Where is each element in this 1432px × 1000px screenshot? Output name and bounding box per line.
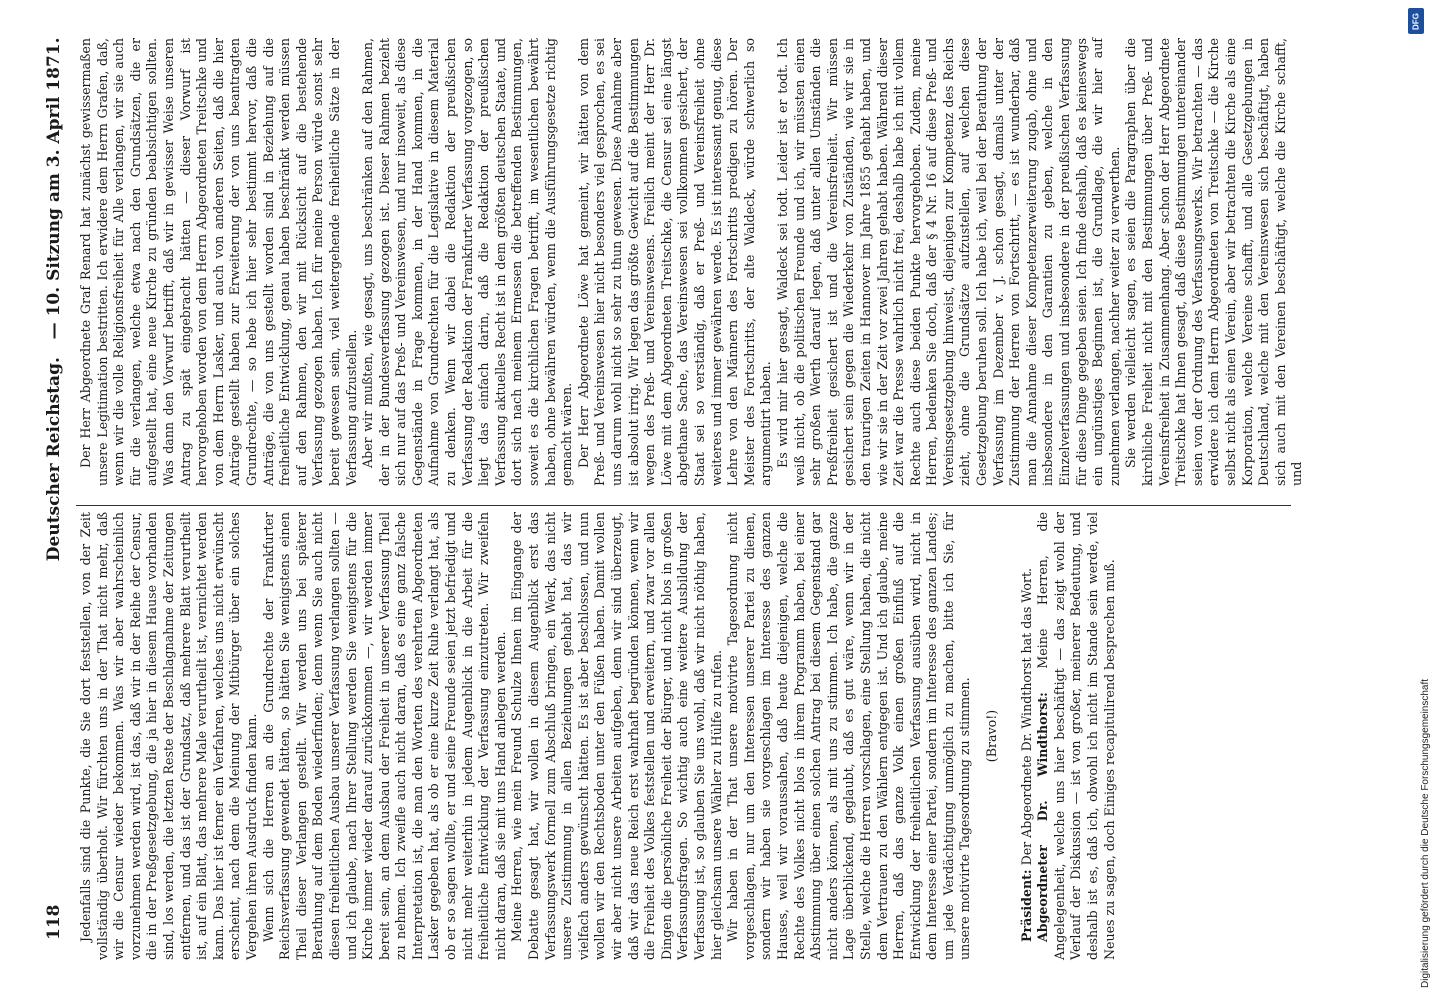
speaker-label: Abgeordneter Dr. Windthorst:: [1035, 692, 1051, 942]
publication-title: Deutscher Reichstag.: [44, 357, 64, 562]
paragraph: Jedenfalls sind die Punkte, die Sie dort feststellen, von der Zeit vollständig überholt. Wir fürchten uns in der That nicht mehr, daß wir die Censur wieder bekommen. Was wir aber wahrscheinlich vorzunehmen werden wird, ist das, daß wir in der Reihe der Censur, die in der Preßgesetzgebung, die ja hier in diesem Hause vorhanden sind, los werden, die letzten Reste der Beschlagnahme der Zeitungen entfernen, und das ist der Grundsatz, daß mehrere Blatt verurtheilt ist, auf ein Blatt, das mehrere Male verurtheilt ist, vernichtet werden kann. Das hier ist ferner ein Verfahren, welches uns nicht erwünscht erscheint, nach dem die Meinung der Mitbürger über ein solches Vergehen ihren Ausdruck finden kann.: [78, 512, 259, 960]
paragraph: Der Herr Abgeordnete Graf Renard hat zunächst gewissermaßen unsere Legitimation bestritten. Ich erwidere dem Herrn Grafen, daß, wenn wir die volle Religionsfreiheit für Alle verlangen, wir sie auch für die verlangen, welche etwa nach den Grundsätzen, die er aufgestellt hat, eine neue Kirche zu gründen beabsichtigen sollten. Was dann den Vorwurf betrifft, daß wir in gewisser Weise unseren Antrag zu spät eingebracht hätten — dieser Vorwurf ist hervorgehoben worden von dem Herrn Abgeordneten Treitschke und von dem Herrn Lasker, und auch von anderen Seiten, daß die hier Anträge gestellt haben zur Erweiterung der von uns beantragten Grundrechte, — so hebe ich hier sehr bestimmt hervor, daß die Anträge, die von uns gestellt worden sind in Beziehung auf die freiheitliche Entwicklung, genau haben beschränkt werden müssen auf den Rahmen, den wir mit Rücksicht auf die bestehende Verfassung gezogen haben. Ich für meine Person würde sonst sehr bereit gewesen sein, viel weitergehende freiheitliche Sätze in der Verfassung aufzustellen.: [78, 38, 359, 486]
applause-note: (Bravo!): [984, 709, 1000, 763]
president-text: Der Abgeordnete Dr. Windthorst hat das Wort.: [1018, 567, 1034, 866]
right-column: [78, 38, 1306, 486]
digitization-credit: Digitalisierung gefördert durch die Deutsche Forschungsgemeinschaft: [1420, 678, 1431, 988]
paragraph: Es wird mir hier gesagt, Waldeck sei todt. Leider ist er todt. Ich weiß nicht, ob die politischen Freunde und ich, wir müssten einen sehr großen Werth darauf legen, daß unter allen Umständen die Preßfreiheit gesichert ist und die Vereinsfreiheit. Wir müssen gesichert sein gegen die Wiederkehr von Zuständen, wie wir sie in den traurigen Zeiten in Hannover im Jahre 1855 gehabt haben, und wie wir sie in der Zeit vor zwei Jahren gehabt haben. Während dieser Zeit war die Presse wahrlich nicht frei, deshalb habe ich mit vollem Rechte auch diese beiden Punkte hervorgehoben. Zudem, meine Herren, bedenken Sie doch, daß der § 4 Nr. 16 auf diese Preß- und Vereinsgesetzgebung hinweist, diejenigen zur Kompetenz des Reichs zieht, ohne die Grundsätze aufzustellen, auf welchen diese Gesetzgebung beruhen soll. Ich habe ich, weil bei der Berathung der Verfassung im Dezember v. J. schon gesagt, damals unter der Zustimmung der Herren von Fortschritt, — es ist wunderbar, daß man die Annahme dieser Kompetenzerweiterung zugab, ohne und insbesondere in den Garantien zu geben, welche in den Einzelverfassungen und insbesondere in der preußischen Verfassung für diese Dinge gegeben seien. Ich finde deshalb, daß es keineswegs ein ungünstiges Beginnen ist, die Grundlage, die wir hier auf zunehmen verlangen, nachher weiter zu verwerthen.: [774, 38, 1122, 486]
paragraph: Wenn sich die Herren an die Grundrechte der Frankfurter Reichsverfassung gewendet hätten, so hätten Sie wenigstens einen Theil dieser Verlangen gestellt. Wir werden uns bei späterer Berathung auf dem Boden wiederfinden; denn wenn Sie auch nicht diesen freiheitlichen Ausbau unserer Verfassung verlangen sollten — und ich glaube, nach Ihrer Stellung werden Sie wenigstens für die Kirche immer wieder darauf zurückkommen —, wir werden immer bereit sein, an dem Ausbau der Freiheit in unserer Verfassung Theil zu nehmen. Ich zweifle auch nicht daran, daß es eine ganz falsche Interpretation ist, die man den Worten des verehrten Abgeordneten Lasker gegeben hat, als ob er eine kurze Zeit Ruhe verlangt hat, als ob er so sagen wollte, er und seine Freunde seien jetzt befriedigt und nicht mehr weiterhin in jedem Augenblick in die Arbeit für die freiheitliche Entwicklung der Verfassung einzutreten. Wir zweifeln nicht daran, daß sie mit uns Hand anlegen werden.: [260, 512, 508, 960]
speaker-paragraph: [1035, 512, 1118, 960]
paragraph: Wir haben in der That unsere motivirte Tagesordnung nicht vorgeschlagen, nur um den Interessen unserer Partei zu dienen, sondern wir haben sie vorgeschlagen im Interesse des ganzen Hauses, weil wir voraussahen, daß heute diejenigen, welche die Rechte des Volkes nicht blos in ihrem Programm haben, bei einer Abstimmung über einen solchen Antrag bei diesem Gegenstand gar nicht anders können, als mit uns zu stimmen. Ich habe, die ganze Lage überblickend, geglaubt, daß es gut wäre, wenn wir in der Stelle, welche die Herren vorschlagen, eine Stellung haben, die nicht dem Vertrauen zu den Wählern entgegen ist. Und ich glaube, meine Herren, daß das ganze Volk einen großen Einfluß auf die Entwicklung der freiheitlichen Verfassung ausüben wird, nicht in dem Interesse einer Partei, sondern im Interesse des ganzen Landes; um jede Verdächtigung unmöglich zu machen, bitte ich Sie, für unsere motivirte Tagesordnung zu stimmen.: [725, 512, 973, 960]
paragraph: Sie werden vielleicht sagen, es seien die Paragraphen über die kirchliche Freiheit nicht mit den Bestimmungen über Preß- und Vereinsfreiheit in Zusammenhang. Aber schon der Herr Abgeordnete Treitschke hat Ihnen gesagt, daß diese Bestimmungen untereinander seien von der Ordnung des Verfassungswerks. Wir betrachten — das erwidere ich dem Herrn Abgeordneten von Treitschke — die Kirche selbst nicht als einen Verein, aber wir betrachten die Kirche als eine Korporation, welche Vereine schafft, und alle Gesetzgebungen in Deutschland, welche mit den Vereinswesen sich beschäftigt, haben sich auch mit den Vereinen beschäftigt, welche die Kirche schafft, und: [1123, 38, 1305, 486]
president-line: [1019, 512, 1036, 960]
paragraph: Aber wir mußten, wie gesagt, uns beschränken auf den Rahmen, der in der Bundesverfassung gezogen ist. Dieser Rahmen bezieht sich nur auf das Preß- und Vereinswesen, und nur insoweit, als diese Gegenstände in Frage kommen, in der Hand kommen, in die Aufnahme von Grundrechten für die Legislative in diesem Material zu denken. Wenn wir dabei die Redaktion der preußischen Verfassung der Redaktion der Frankfurter Verfassung vorgezogen, so liegt das einfach darin, daß die Redaktion der preußischen Verfassung aktuelles Recht ist in dem größten deutschen Staate, und dort sich nach meinem Ermessen die betreffenden Bestimmungen, soweit es die kirchlichen Fragen betrifft, im wesentlichen bewährt haben, ohne bewähren würden, wenn die Ausführungsgesetze richtig gemacht wären.: [360, 38, 575, 486]
page-number: 118: [44, 904, 64, 940]
dfg-badge: DFG: [1411, 13, 1421, 30]
session-title: — 10. Sitzung am 3. April 1871.: [44, 37, 64, 340]
left-column: [78, 512, 1118, 960]
digitization-sidebar: [1408, 0, 1431, 1000]
speaker-text: Meine Herren, die Angelegenheit, welche uns hier beschäftigt — das zeigt wohl der Verlauf der Diskussion — ist von großer, meinerer Bedeutung, und deshalb ist es, daß ich, obwohl ich nicht im Stande sein werde, viel Neues zu sagen, doch Einiges recapitulirend besprechen muß.: [1035, 512, 1117, 960]
paragraph: Der Herr Abgeordnete Löwe hat gemeint, wir hätten von dem Preß- und Vereinswesen hier nicht besonders viel gesprochen, es sei uns darum wohl nicht so sehr zu thun gewesen. Diese Annahme aber ist absolut irrig. Wir legen das größte Gewicht auf die Bestimmungen wegen des Preß- und Vereinswesens. Freilich meint der Herr Dr. Löwe mit dem Abgeordneten Treitschke, die Censur sei eine längst abgethane Sache, das Vereinswesen sei vollkommen gesichert, der Staat sei so verständig, daß er Preß- und Vereinsfreiheit ohne weiteres und immer gewähren werde. Es ist interessant genug, diese Lehre von den Männern des Fortschritts predigen zu hören. Der Meister des Fortschritts, der alte Waldeck, würde schwerlich so argumentirt haben.: [575, 38, 774, 486]
page-header-left: [44, 37, 70, 940]
paragraph: Meine Herren, wie mein Freund Schulze Ihnen im Eingange der Debatte gesagt hat, wir wollen in diesem Augenblick erst das Verfassungswerk formell zum Abschluß bringen, ein Werk, das nicht unsere Zustimmung in allen Beziehungen gehabt hat, das wir vielfach anders gewünscht hätten. Es ist aber beschlossen, und nun wollen wir den Rechtsboden unter den Füßen haben. Damit wollen wir aber nicht unsere Arbeiten aufgeben, denn wir sind überzeugt, daß wir das neue Reich erst wahrhaft begründen können, wenn wir die Freiheit des Volkes feststellen und erweitern, und zwar vor allen Dingen die persönliche Freiheit der Bürger, und nicht blos in großen Verfassungsfragen. So wichtig auch eine weitere Ausbildung der Verfassung ist, so glauben Sie uns wohl, daß wir nicht nöthig haben, hier gleichsam unsere Wähler zu Hülfe zu rufen.: [509, 512, 724, 960]
president-label: Präsident:: [1018, 869, 1034, 942]
column-divider: [76, 505, 1291, 506]
